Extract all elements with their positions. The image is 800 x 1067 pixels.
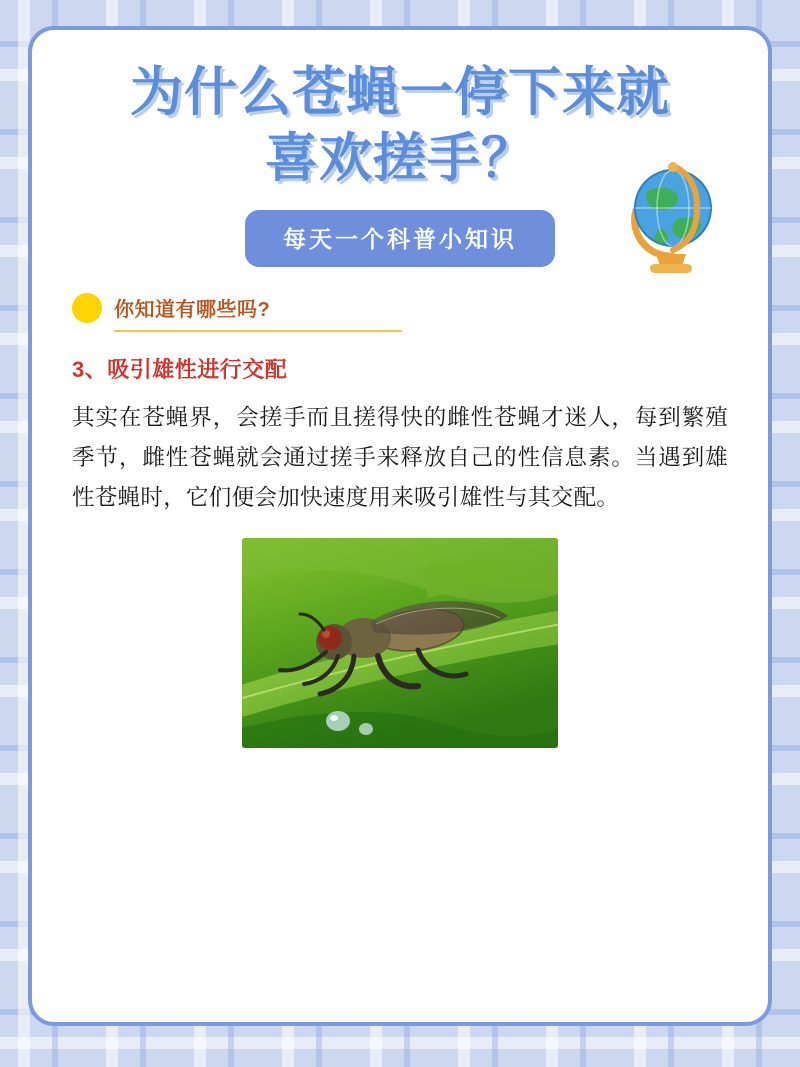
body-content <box>32 323 768 748</box>
yellow-dot-icon <box>72 293 102 323</box>
page-title-line-1: 为什么苍蝇一停下来就 <box>130 63 670 122</box>
poster-card <box>28 26 772 1026</box>
photo-wrap <box>72 538 728 748</box>
section-heading <box>72 293 402 323</box>
section-heading-label: 你知道有哪些吗? <box>114 299 271 322</box>
subtitle-pill: 每天一个科普小知识 <box>245 210 555 267</box>
fly-photo <box>242 538 558 748</box>
body-paragraph: 其实在苍蝇界，会搓手而且搓得快的雌性苍蝇才迷人，每到繁殖季节，雌性苍蝇就会通过搓手来释放自己的性信息素。当遇到雄性苍蝇时，它们便会加快速度用来吸引雄性与其交配。 <box>72 404 728 510</box>
globe-icon <box>616 158 726 278</box>
heading-underline <box>114 330 402 332</box>
page-title-line-2: 喜欢搓手？ <box>265 128 535 188</box>
item-title: 3、吸引雄性进行交配 <box>72 356 288 382</box>
